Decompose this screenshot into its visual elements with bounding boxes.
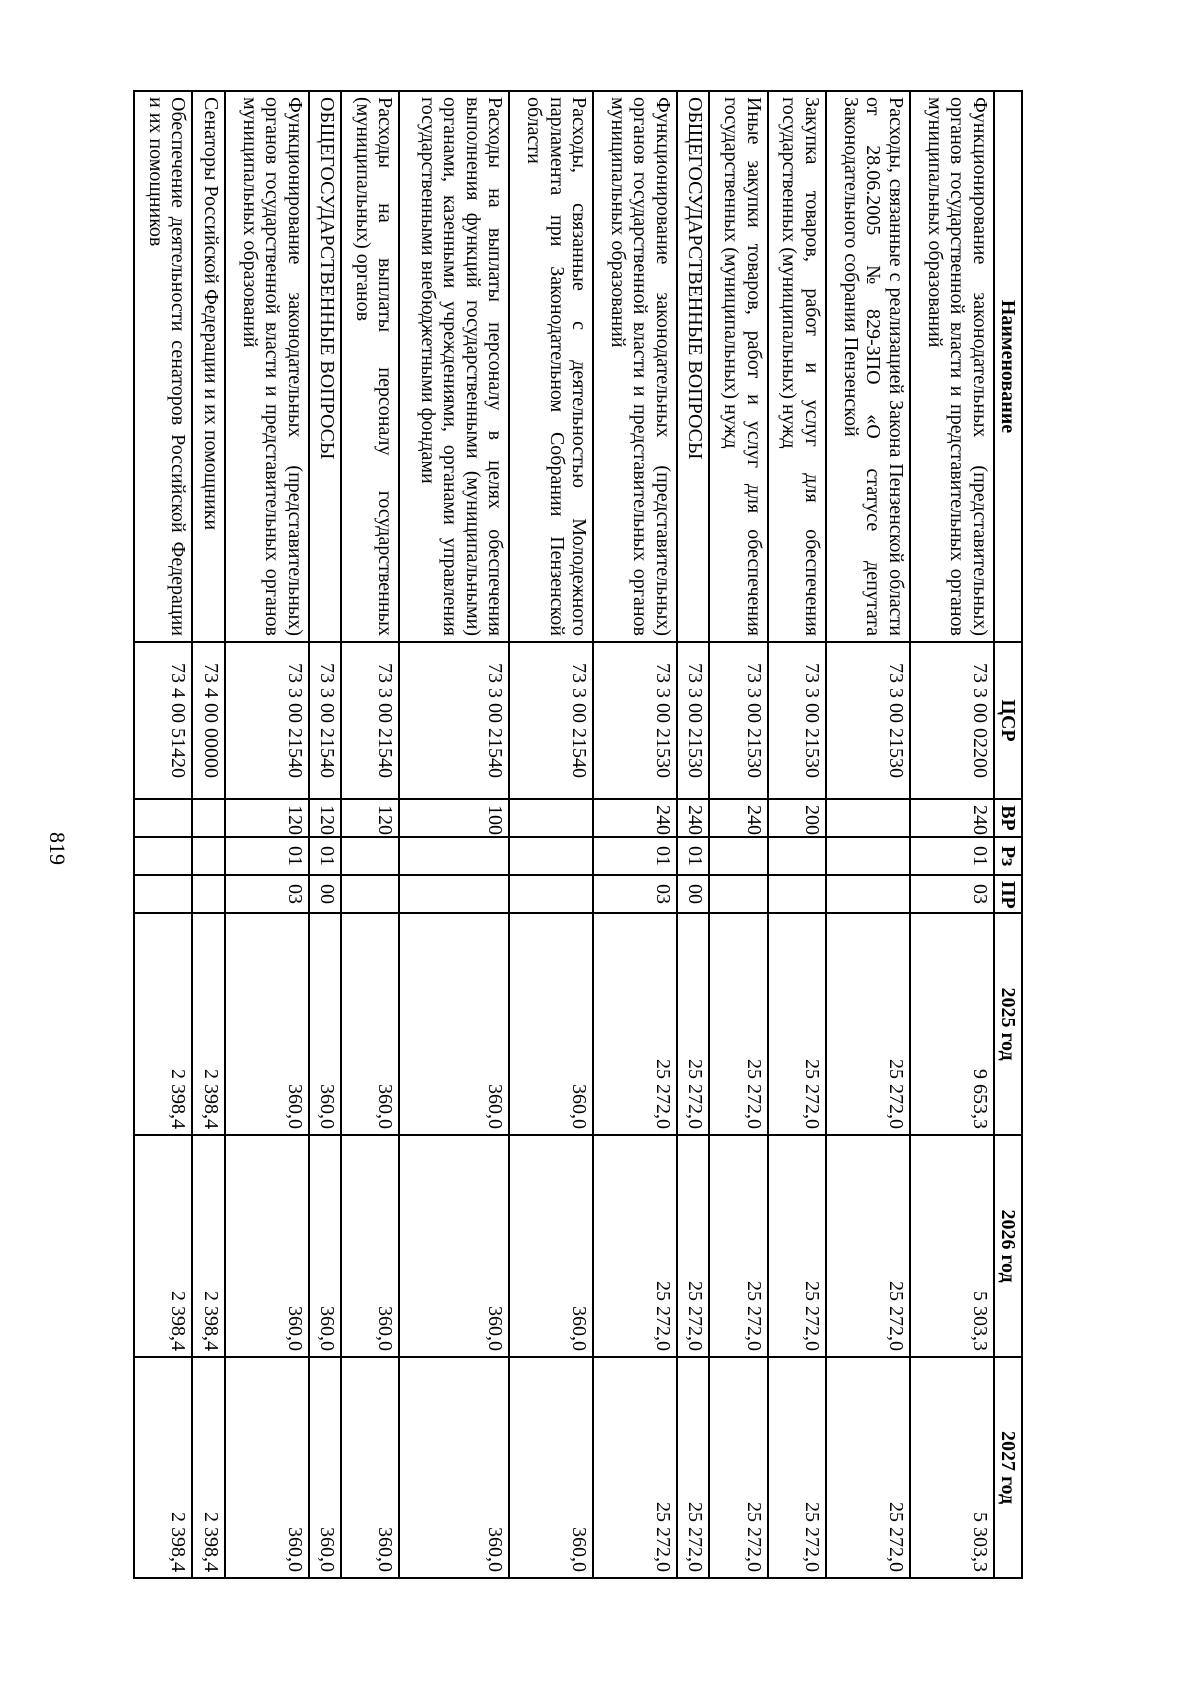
cell-rz: [134, 837, 192, 875]
cell-name: Расходы, связанные с деятельностью Молодежного парламента при Законодательном Собрании Пензенской области: [509, 91, 593, 642]
table-row: [192, 91, 225, 1578]
cell-2026: 360,0: [400, 1135, 510, 1357]
cell-2025: 25 272,0: [677, 913, 710, 1135]
cell-2025: 25 272,0: [826, 913, 910, 1135]
header-2026: 2026 год: [994, 1135, 1022, 1357]
cell-2027: 25 272,0: [677, 1357, 710, 1578]
cell-csr: 73 4 00 00000: [192, 642, 225, 799]
cell-2025: 2 398,4: [134, 913, 192, 1135]
cell-rz: 01: [309, 837, 342, 875]
table-row: [593, 91, 677, 1578]
cell-pr: [192, 875, 225, 913]
table-row: [309, 91, 342, 1578]
cell-rz: [192, 837, 225, 875]
table-row: [134, 91, 192, 1578]
cell-pr: [768, 875, 826, 913]
cell-name: Закупка товаров, работ и услуг для обеспечения государственных (муниципальных) нужд: [768, 91, 826, 642]
cell-csr: 73 3 00 21530: [768, 642, 826, 799]
cell-name: Расходы, связанные с реализацией Закона Пензенской области от 28.06.2005 №829-ЗПО «О статусе депутата Законодательного собрания Пензенской: [826, 91, 910, 642]
cell-pr: 03: [910, 875, 994, 913]
cell-rz: [709, 837, 767, 875]
header-csr: ЦСР: [994, 642, 1022, 799]
cell-2025: 360,0: [309, 913, 342, 1135]
cell-name: Функционирование законодательных (представительных) органов государственной власти и представительных органов муниципальных образований: [593, 91, 677, 642]
cell-2027: 25 272,0: [768, 1357, 826, 1578]
cell-csr: 73 3 00 21540: [341, 642, 399, 799]
table-row: [400, 91, 510, 1578]
cell-vr: 100: [400, 799, 510, 837]
cell-csr: 73 3 00 21540: [400, 642, 510, 799]
cell-name: Функционирование законодательных (представительных) органов государственной власти и представительных органов муниципальных образований: [910, 91, 994, 642]
header-rz: Рз: [994, 837, 1022, 875]
cell-2025: 360,0: [341, 913, 399, 1135]
table-row: [341, 91, 399, 1578]
cell-pr: [826, 875, 910, 913]
cell-2026: 25 272,0: [768, 1135, 826, 1357]
cell-2025: 2 398,4: [192, 913, 225, 1135]
cell-vr: [192, 799, 225, 837]
table-row: [910, 91, 994, 1578]
cell-vr: 240: [709, 799, 767, 837]
header-2025: 2025 год: [994, 913, 1022, 1135]
table-row: [768, 91, 826, 1578]
cell-2026: 2 398,4: [192, 1135, 225, 1357]
cell-2025: 9 653,3: [910, 913, 994, 1135]
cell-2026: 5 303,3: [910, 1135, 994, 1357]
cell-csr: 73 3 00 21540: [309, 642, 342, 799]
cell-vr: 240: [593, 799, 677, 837]
cell-name: Обеспечение деятельности сенаторов Российской Федерации и их помощников: [134, 91, 192, 642]
table-row: [677, 91, 710, 1578]
cell-pr: [400, 875, 510, 913]
cell-rz: 01: [593, 837, 677, 875]
cell-2025: 25 272,0: [768, 913, 826, 1135]
page-number: 819: [45, 832, 70, 865]
cell-name: Сенаторы Российской Федерации и их помощники: [192, 91, 225, 642]
table-row: [509, 91, 593, 1578]
cell-name: ОБЩЕГОСУДАРСТВЕННЫЕ ВОПРОСЫ: [309, 91, 342, 642]
cell-2027: 360,0: [400, 1357, 510, 1578]
cell-2027: 25 272,0: [593, 1357, 677, 1578]
cell-2026: 25 272,0: [826, 1135, 910, 1357]
cell-2026: 2 398,4: [134, 1135, 192, 1357]
cell-2027: 2 398,4: [134, 1357, 192, 1578]
table-row: [709, 91, 767, 1578]
cell-2025: 360,0: [225, 913, 309, 1135]
cell-vr: [509, 799, 593, 837]
cell-csr: 73 3 00 21540: [509, 642, 593, 799]
cell-vr: [826, 799, 910, 837]
cell-name: Иные закупки товаров, работ и услуг для обеспечения государственных (муниципальных) нужд: [709, 91, 767, 642]
cell-pr: [341, 875, 399, 913]
header-pr: ПР: [994, 875, 1022, 913]
cell-vr: 240: [910, 799, 994, 837]
cell-rz: 01: [677, 837, 710, 875]
cell-vr: 120: [341, 799, 399, 837]
cell-rz: [768, 837, 826, 875]
cell-vr: [134, 799, 192, 837]
cell-2026: 360,0: [341, 1135, 399, 1357]
cell-vr: 200: [768, 799, 826, 837]
cell-rz: [826, 837, 910, 875]
cell-csr: 73 3 00 21530: [709, 642, 767, 799]
cell-rz: [400, 837, 510, 875]
cell-pr: [709, 875, 767, 913]
cell-pr: 03: [225, 875, 309, 913]
table-row: [826, 91, 910, 1578]
cell-2026: 25 272,0: [677, 1135, 710, 1357]
cell-2026: 25 272,0: [709, 1135, 767, 1357]
header-name: Наименование: [994, 91, 1022, 642]
cell-pr: [134, 875, 192, 913]
table-row: [225, 91, 309, 1578]
cell-2027: 360,0: [341, 1357, 399, 1578]
header-vr: ВР: [994, 799, 1022, 837]
cell-name: Расходы на выплаты персоналу государственных (муниципальных) органов: [341, 91, 399, 642]
cell-csr: 73 3 00 21530: [826, 642, 910, 799]
cell-2027: 2 398,4: [192, 1357, 225, 1578]
rotated-table-container: [133, 90, 1023, 1577]
header-2027: 2027 год: [994, 1357, 1022, 1578]
cell-name: Расходы на выплаты персоналу в целях обеспечения выполнения функций государственными (муниципальными) органами, казенными учреждениями, органами управления государственными внебюджетными фондами: [400, 91, 510, 642]
cell-rz: [509, 837, 593, 875]
cell-2026: 360,0: [309, 1135, 342, 1357]
cell-rz: [341, 837, 399, 875]
cell-csr: 73 4 00 51420: [134, 642, 192, 799]
cell-name: ОБЩЕГОСУДАРСТВЕННЫЕ ВОПРОСЫ: [677, 91, 710, 642]
cell-rz: 01: [910, 837, 994, 875]
cell-pr: [509, 875, 593, 913]
cell-vr: 120: [309, 799, 342, 837]
cell-csr: 73 3 00 21530: [593, 642, 677, 799]
table-header-row: [994, 91, 1022, 1578]
cell-2027: 25 272,0: [709, 1357, 767, 1578]
cell-csr: 73 3 00 02200: [910, 642, 994, 799]
cell-2027: 25 272,0: [826, 1357, 910, 1578]
cell-csr: 73 3 00 21540: [225, 642, 309, 799]
cell-vr: 120: [225, 799, 309, 837]
cell-2026: 360,0: [225, 1135, 309, 1357]
cell-2027: 360,0: [225, 1357, 309, 1578]
cell-2025: 25 272,0: [593, 913, 677, 1135]
cell-2025: 25 272,0: [709, 913, 767, 1135]
cell-2025: 360,0: [509, 913, 593, 1135]
cell-pr: 03: [593, 875, 677, 913]
cell-2026: 25 272,0: [593, 1135, 677, 1357]
cell-rz: 01: [225, 837, 309, 875]
cell-vr: 240: [677, 799, 710, 837]
cell-2027: 5 303,3: [910, 1357, 994, 1578]
budget-table: [133, 90, 1023, 1579]
cell-csr: 73 3 00 21530: [677, 642, 710, 799]
cell-2026: 360,0: [509, 1135, 593, 1357]
cell-pr: 00: [309, 875, 342, 913]
cell-pr: 00: [677, 875, 710, 913]
cell-name: Функционирование законодательных (представительных) органов государственной власти и представительных органов муниципальных образований: [225, 91, 309, 642]
cell-2027: 360,0: [309, 1357, 342, 1578]
cell-2027: 360,0: [509, 1357, 593, 1578]
cell-2025: 360,0: [400, 913, 510, 1135]
